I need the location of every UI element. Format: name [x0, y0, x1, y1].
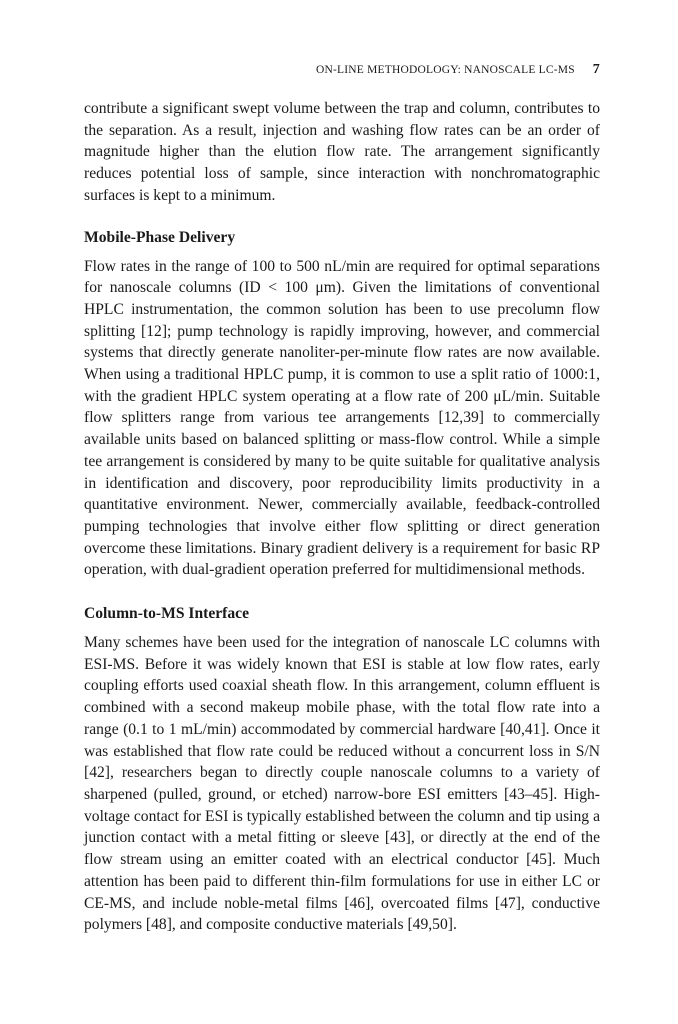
page	[84, 62, 600, 936]
page-number: 7	[592, 62, 600, 77]
section-paragraph-mobile-phase-delivery: Flow rates in the range of 100 to 500 nL/min are required for optimal separations for nanoscale columns (ID < 100 μm). Given the limitations of conventional HPLC instrumentation, the common solution has been to use precolumn flow splitting [12]; pump technology is rapidly improving, however, and commercial systems that directly generate nanoliter-per-minute flow rates are now available. When using a traditional HPLC pump, it is common to use a split ratio of 1000:1, with the gradient HPLC system operating at a flow rate of 200 μL/min. Suitable flow splitters range from various tee arrangements [12,39] to commercially available units based on balanced splitting or mass-flow control. While a simple tee arrangement is considered by many to be quite suitable for qualitative analysis in identification and discovery, poor reproducibility limits productivity in a quantitative environment. Newer, commercially available, feedback-controlled pumping technologies that involve either flow splitting or direct generation overcome these limitations. Binary gradient delivery is a requirement for basic RP operation, with dual-gradient operation preferred for multidimensional methods.	[84, 257, 600, 579]
running-header	[84, 62, 600, 84]
section-paragraph-column-to-ms-interface: Many schemes have been used for the integration of nanoscale LC columns with ESI-MS. Before it was widely known that ESI is stable at low flow rates, early coupling efforts used coaxial sheath flow. In this arrangement, column effluent is combined with a second makeup mobile phase, with the total flow rate into a range (0.1 to 1 mL/min) accommodated by commercial hardware [40,41]. Once it was established that flow rate could be reduced without a concurrent loss in S/N [42], researchers began to directly couple nanoscale columns to a variety of sharpened (pulled, ground, or etched) narrow-bore ESI emitters [43–45]. High-voltage contact for ESI is typically established between the column and tip using a junction contact with a metal fitting or sleeve [43], or directly at the end of the flow stream using an emitter coated with an electrical conductor [45]. Much attention has been paid to different thin-film formulations for use in either LC or CE-MS, and include noble-metal films [46], overcoated films [47], conductive polymers [48], and composite conductive materials [49,50].	[84, 634, 600, 934]
intro-paragraph: contribute a significant swept volume between the trap and column, contributes to the separation. As a result, injection and washing flow rates can be an order of magnitude higher than the elution flow rate. The arrangement significantly reduces potential loss of sample, since interaction with nonchromatographic surfaces is kept to a minimum.	[84, 100, 600, 204]
section-heading-mobile-phase-delivery: Mobile-Phase Delivery	[84, 228, 236, 246]
running-title: ON-LINE METHODOLOGY: NANOSCALE LC-MS	[315, 64, 575, 76]
section-heading-column-to-ms-interface: Column-to-MS Interface	[84, 605, 249, 623]
